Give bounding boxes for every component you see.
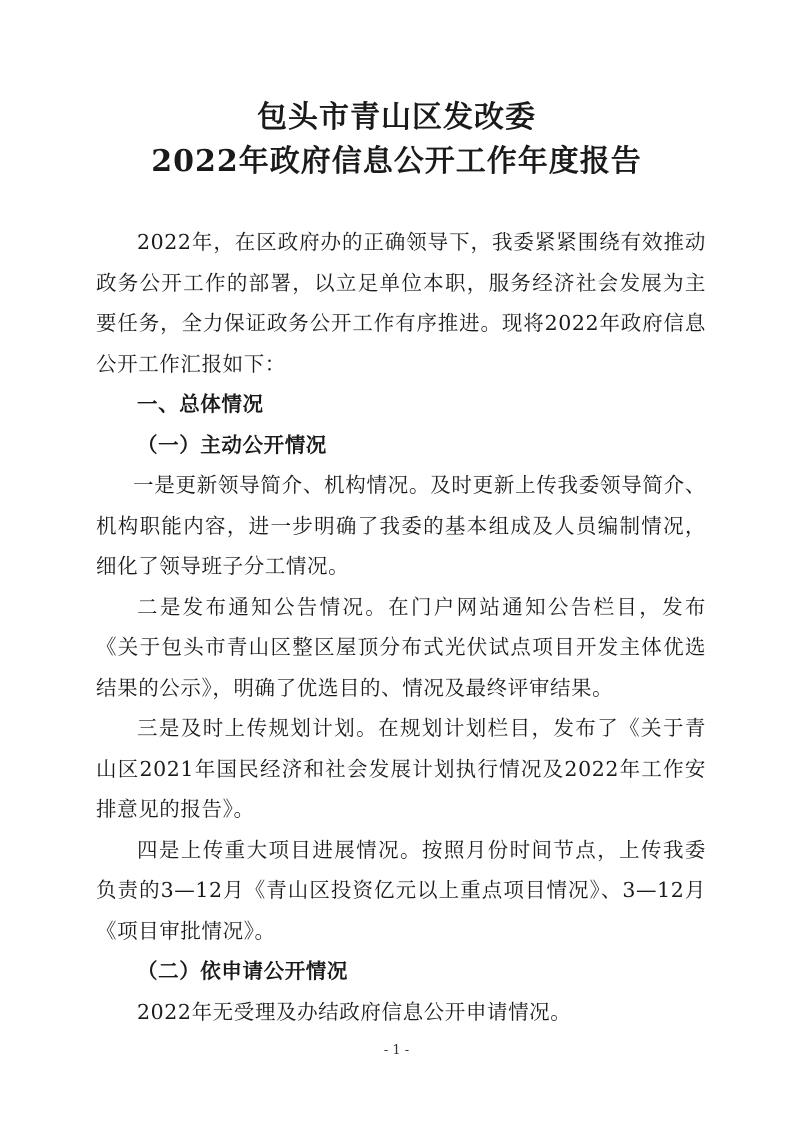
page-number: - 1 - bbox=[383, 1043, 410, 1058]
item-paragraph-1: 一是更新领导简介、机构情况。及时更新上传我委领导简介、机构职能内容，进一步明确了我委的基本组成及人员编制情况，细化了领导班子分工情况。 bbox=[96, 473, 706, 578]
document-title-line1: 包头市青山区发改委 bbox=[257, 100, 536, 135]
item-paragraph-4: 四是上传重大项目进展情况。按照月份时间节点，上传我委负责的3—12月《青山区投资亿元以上重点项目情况》、3—12月《项目审批情况》。 bbox=[96, 837, 706, 943]
on-request-paragraph: 2022年无受理及办结政府信息公开申请情况。 bbox=[137, 999, 572, 1024]
subsection-heading-on-request: （二）依申请公开情况 bbox=[137, 959, 348, 983]
intro-paragraph: 2022年，在区政府办的正确领导下，我委紧紧围绕有效推动政务公开工作的部署，以立足单位本职，服务经济社会发展为主要任务，全力保证政务公开工作有序推进。现将2022年政府信息公开工作汇报如下： bbox=[96, 230, 706, 376]
document-title-line2: 2022年政府信息公开工作年度报告 bbox=[151, 144, 642, 179]
item-paragraph-2: 二是发布通知公告情况。在门户网站通知公告栏目，发布《关于包头市青山区整区屋顶分布式光伏试点项目开发主体优选结果的公示》，明确了优选目的、情况及最终评审结果。 bbox=[96, 594, 706, 700]
subsection-heading-proactive: （一）主动公开情况 bbox=[137, 432, 327, 457]
item-paragraph-3: 三是及时上传规划计划。在规划计划栏目，发布了《关于青山区2021年国民经济和社会发展计划执行情况及2022年工作安排意见的报告》。 bbox=[96, 716, 706, 821]
document-body bbox=[96, 222, 706, 1032]
section-heading-overview: 一、总体情况 bbox=[137, 392, 264, 416]
